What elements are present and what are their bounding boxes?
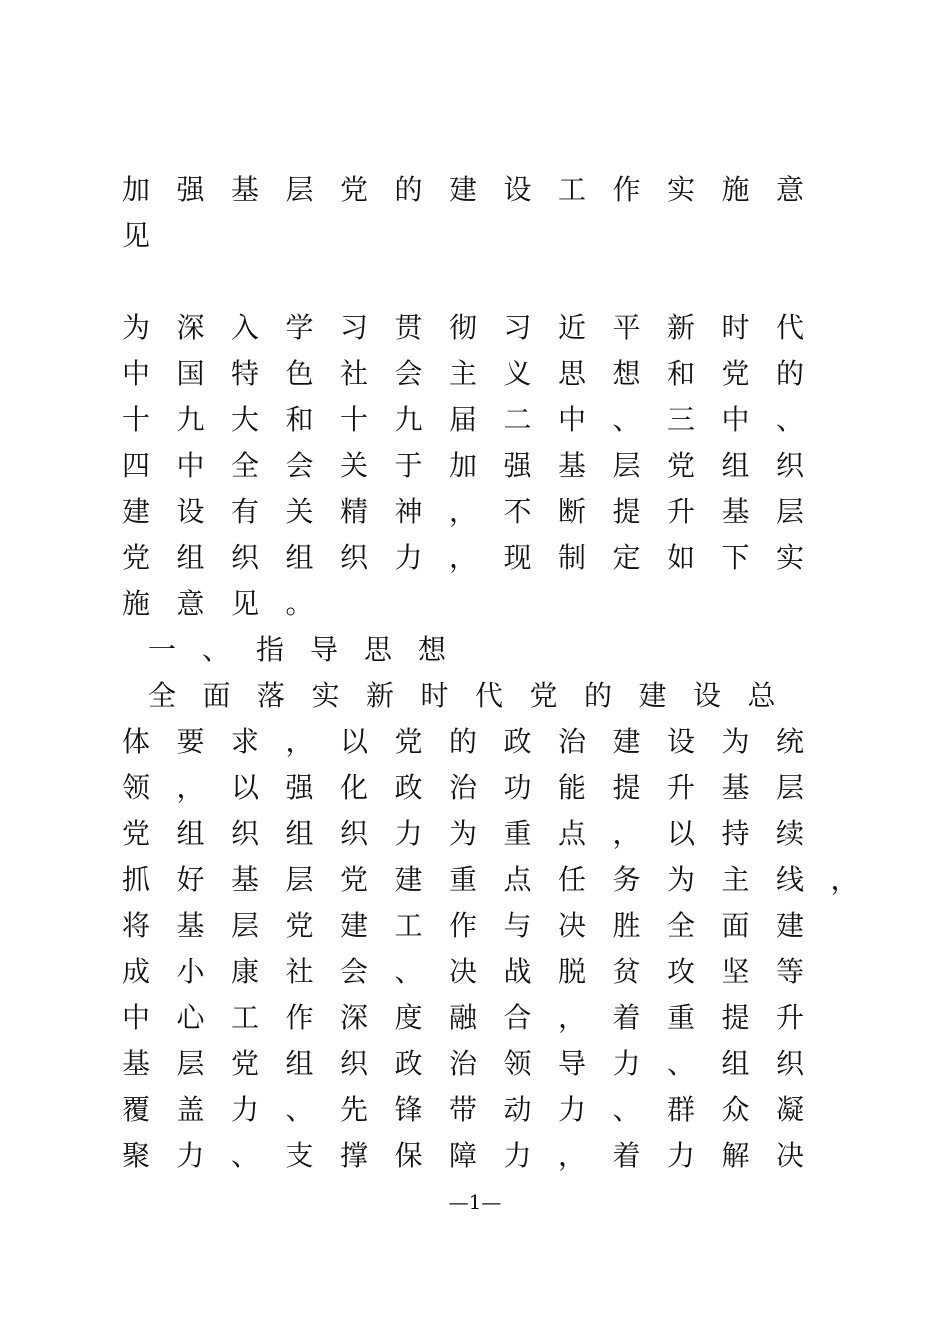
text-glyph: 统 [775, 725, 804, 758]
text-glyph: 将 [121, 909, 150, 942]
text-glyph: 中 [721, 403, 750, 436]
text-glyph: 、 [230, 1139, 259, 1172]
text-glyph: 度 [394, 1001, 423, 1034]
text-glyph: 障 [448, 1139, 477, 1172]
text-glyph: 深 [176, 311, 205, 344]
text-glyph: 织 [230, 817, 259, 850]
text-glyph: 总 [747, 679, 776, 712]
text-glyph: 、 [612, 403, 641, 436]
text-glyph: 会 [394, 357, 423, 390]
text-glyph: 体 [121, 725, 150, 758]
text-glyph: 中 [121, 357, 150, 390]
text-glyph: 、 [666, 1047, 695, 1080]
text-glyph: 设 [692, 679, 721, 712]
text-glyph: 的 [448, 725, 477, 758]
text-glyph: 治 [557, 725, 586, 758]
text-glyph: 织 [339, 1047, 368, 1080]
text-glyph: 提 [612, 495, 641, 528]
text-glyph: 组 [721, 1047, 750, 1080]
text-glyph: ， [448, 541, 477, 574]
text-glyph: 党 [394, 725, 423, 758]
text-glyph: 为 [448, 817, 477, 850]
text-glyph: 以 [339, 725, 368, 758]
text-glyph: ， [612, 817, 641, 850]
text-glyph: 锋 [394, 1093, 423, 1126]
text-glyph: 力 [612, 1047, 641, 1080]
text-glyph: 支 [285, 1139, 314, 1172]
text-glyph: 施 [121, 587, 150, 620]
text-glyph: 融 [448, 1001, 477, 1034]
text-glyph: 。 [285, 587, 314, 620]
text-glyph: 力 [503, 1139, 532, 1172]
text-glyph: 政 [394, 1047, 423, 1080]
text-glyph: 施 [721, 173, 750, 206]
text-glyph: 深 [339, 1001, 368, 1034]
text-glyph: 党 [721, 357, 750, 390]
text-glyph: 会 [339, 955, 368, 988]
text-glyph: 撑 [339, 1139, 368, 1172]
text-glyph: 全 [147, 679, 176, 712]
text-glyph: 心 [176, 1001, 205, 1034]
text-glyph: 基 [230, 863, 259, 896]
text-glyph: 升 [775, 1001, 804, 1034]
text-glyph: 群 [666, 1093, 695, 1126]
text-glyph: 决 [448, 955, 477, 988]
text-glyph: 不 [503, 495, 532, 528]
text-glyph: 与 [503, 909, 532, 942]
text-glyph: 精 [339, 495, 368, 528]
text-glyph: 提 [721, 1001, 750, 1034]
text-glyph: 近 [557, 311, 586, 344]
text-glyph: 主 [721, 863, 750, 896]
text-glyph: 层 [775, 771, 804, 804]
text-glyph: 意 [775, 173, 804, 206]
text-glyph: 面 [202, 679, 231, 712]
text-glyph: 力 [394, 817, 423, 850]
text-glyph: 、 [775, 403, 804, 436]
text-glyph: 设 [503, 173, 532, 206]
text-glyph: 大 [230, 403, 259, 436]
text-glyph: 十 [339, 403, 368, 436]
text-glyph: 工 [557, 173, 586, 206]
text-glyph: 以 [230, 771, 259, 804]
text-glyph: 党 [285, 909, 314, 942]
text-glyph: 二 [503, 403, 532, 436]
text-glyph: 关 [285, 495, 314, 528]
page-number: —1— [448, 1190, 502, 1214]
text-glyph: 建 [638, 679, 667, 712]
text-glyph: 盖 [176, 1093, 205, 1126]
text-glyph: 线 [775, 863, 804, 896]
text-glyph: 全 [230, 449, 259, 482]
text-glyph: 治 [448, 771, 477, 804]
text-glyph: ， [176, 771, 205, 804]
text-glyph: 层 [285, 863, 314, 896]
text-glyph: 凝 [775, 1093, 804, 1126]
text-glyph: 基 [176, 909, 205, 942]
text-glyph: 层 [230, 909, 259, 942]
text-glyph: 组 [176, 817, 205, 850]
text-glyph: 、 [394, 955, 423, 988]
text-glyph: 见 [230, 587, 259, 620]
text-glyph: 领 [121, 771, 150, 804]
text-glyph: 建 [121, 495, 150, 528]
text-glyph: 中 [176, 449, 205, 482]
text-glyph: 建 [775, 909, 804, 942]
text-glyph: 层 [176, 1047, 205, 1080]
text-glyph: 断 [557, 495, 586, 528]
text-glyph: 以 [666, 817, 695, 850]
text-glyph: 想 [612, 357, 641, 390]
text-glyph: 成 [121, 955, 150, 988]
text-glyph: 基 [557, 449, 586, 482]
text-glyph: ， [557, 1139, 586, 1172]
text-glyph: 实 [666, 173, 695, 206]
text-glyph: 、 [612, 1093, 641, 1126]
text-glyph: 升 [666, 771, 695, 804]
text-glyph: 组 [285, 541, 314, 574]
text-glyph: 指 [255, 633, 284, 666]
text-glyph: 中 [121, 1001, 150, 1034]
text-glyph: 作 [612, 173, 641, 206]
text-glyph: 为 [121, 311, 150, 344]
text-glyph: 建 [339, 909, 368, 942]
text-glyph: 作 [448, 909, 477, 942]
text-glyph: 加 [121, 173, 150, 206]
text-glyph: 强 [176, 173, 205, 206]
text-glyph: 点 [557, 817, 586, 850]
text-glyph: 的 [775, 357, 804, 390]
text-glyph: 小 [176, 955, 205, 988]
text-glyph: 重 [503, 817, 532, 850]
text-glyph: 建 [612, 725, 641, 758]
text-glyph: 决 [775, 1139, 804, 1172]
text-glyph: 重 [448, 863, 477, 896]
text-glyph: 关 [339, 449, 368, 482]
text-glyph: 要 [176, 725, 205, 758]
text-glyph: 力 [557, 1093, 586, 1126]
text-glyph: 党 [121, 817, 150, 850]
text-glyph: 好 [176, 863, 205, 896]
text-glyph: 九 [394, 403, 423, 436]
text-glyph: 党 [339, 863, 368, 896]
text-glyph: 强 [285, 771, 314, 804]
text-glyph: 组 [285, 1047, 314, 1080]
text-glyph: 层 [775, 495, 804, 528]
text-glyph: 治 [448, 1047, 477, 1080]
text-glyph: 持 [721, 817, 750, 850]
text-glyph: 党 [666, 449, 695, 482]
text-glyph: 动 [503, 1093, 532, 1126]
text-glyph: ， [448, 495, 477, 528]
text-glyph: 设 [666, 725, 695, 758]
text-glyph: 坚 [721, 955, 750, 988]
text-glyph: 思 [363, 633, 392, 666]
text-glyph: 社 [285, 955, 314, 988]
text-glyph: 领 [503, 1047, 532, 1080]
text-glyph: 设 [176, 495, 205, 528]
text-glyph: 重 [666, 1001, 695, 1034]
text-glyph: 导 [557, 1047, 586, 1080]
text-glyph: 习 [339, 311, 368, 344]
text-glyph: 国 [176, 357, 205, 390]
text-glyph: 会 [285, 449, 314, 482]
text-glyph: 全 [666, 909, 695, 942]
text-glyph: 战 [503, 955, 532, 988]
text-glyph: 实 [775, 541, 804, 574]
text-glyph: 决 [557, 909, 586, 942]
text-glyph: 党 [121, 541, 150, 574]
text-glyph: 带 [448, 1093, 477, 1126]
text-glyph: 建 [394, 863, 423, 896]
text-glyph: ， [830, 863, 859, 896]
text-glyph: 落 [256, 679, 285, 712]
text-glyph: 基 [721, 495, 750, 528]
text-glyph: 意 [176, 587, 205, 620]
text-glyph: 续 [775, 817, 804, 850]
text-glyph: 层 [612, 449, 641, 482]
text-glyph: 组 [721, 449, 750, 482]
text-glyph: 时 [420, 679, 449, 712]
text-glyph: 见 [121, 219, 150, 252]
text-glyph: 党 [529, 679, 558, 712]
text-glyph: 提 [612, 771, 641, 804]
text-glyph: 任 [557, 863, 586, 896]
text-glyph: 升 [666, 495, 695, 528]
text-glyph: 平 [612, 311, 641, 344]
text-glyph: 和 [666, 357, 695, 390]
text-glyph: 的 [583, 679, 612, 712]
text-glyph: 制 [557, 541, 586, 574]
text-glyph: 三 [666, 403, 695, 436]
text-glyph: 贫 [612, 955, 641, 988]
text-glyph: 务 [612, 863, 641, 896]
text-glyph: 聚 [121, 1139, 150, 1172]
text-glyph: 为 [666, 863, 695, 896]
text-glyph: 四 [121, 449, 150, 482]
text-glyph: 力 [176, 1139, 205, 1172]
text-glyph: 基 [121, 1047, 150, 1080]
text-glyph: 如 [666, 541, 695, 574]
text-glyph: 一 [147, 633, 176, 666]
text-glyph: 党 [339, 173, 368, 206]
text-glyph: 时 [721, 311, 750, 344]
text-glyph: 织 [339, 817, 368, 850]
text-glyph: 习 [503, 311, 532, 344]
text-glyph: 实 [311, 679, 340, 712]
text-glyph: 代 [775, 311, 804, 344]
text-glyph: 定 [612, 541, 641, 574]
text-glyph: 求 [230, 725, 259, 758]
text-glyph: 、 [201, 633, 230, 666]
text-glyph: 贯 [394, 311, 423, 344]
text-glyph: ， [557, 1001, 586, 1034]
text-glyph: 新 [365, 679, 394, 712]
text-glyph: 力 [666, 1139, 695, 1172]
text-glyph: 新 [666, 311, 695, 344]
text-glyph: 、 [285, 1093, 314, 1126]
text-glyph: 强 [503, 449, 532, 482]
text-glyph: 思 [557, 357, 586, 390]
text-glyph: 社 [339, 357, 368, 390]
text-glyph: 下 [721, 541, 750, 574]
text-glyph: 组 [176, 541, 205, 574]
text-glyph: 着 [612, 1139, 641, 1172]
text-glyph: 着 [612, 1001, 641, 1034]
text-glyph: 先 [339, 1093, 368, 1126]
text-glyph: 学 [285, 311, 314, 344]
text-glyph: 和 [285, 403, 314, 436]
text-glyph: 织 [775, 1047, 804, 1080]
text-glyph: 有 [230, 495, 259, 528]
text-glyph: 十 [121, 403, 150, 436]
text-glyph: 届 [448, 403, 477, 436]
text-glyph: 色 [285, 357, 314, 390]
text-glyph: 抓 [121, 863, 150, 896]
text-glyph: 政 [503, 725, 532, 758]
text-glyph: 化 [339, 771, 368, 804]
text-glyph: 覆 [121, 1093, 150, 1126]
text-glyph: 康 [230, 955, 259, 988]
text-glyph: 面 [721, 909, 750, 942]
text-glyph: 功 [503, 771, 532, 804]
text-glyph: 的 [394, 173, 423, 206]
text-glyph: 党 [230, 1047, 259, 1080]
text-glyph: 保 [394, 1139, 423, 1172]
text-glyph: 织 [775, 449, 804, 482]
text-glyph: 脱 [557, 955, 586, 988]
text-glyph: 基 [721, 771, 750, 804]
text-glyph: 特 [230, 357, 259, 390]
text-glyph: 攻 [666, 955, 695, 988]
text-glyph: 织 [230, 541, 259, 574]
text-glyph: 现 [503, 541, 532, 574]
text-glyph: ， [285, 725, 314, 758]
text-glyph: 入 [230, 311, 259, 344]
text-glyph: 解 [721, 1139, 750, 1172]
text-glyph: 建 [448, 173, 477, 206]
text-glyph: 义 [503, 357, 532, 390]
text-glyph: 组 [285, 817, 314, 850]
text-glyph: 为 [721, 725, 750, 758]
text-glyph: 作 [285, 1001, 314, 1034]
text-glyph: 能 [557, 771, 586, 804]
text-glyph: 力 [230, 1093, 259, 1126]
text-glyph: 于 [394, 449, 423, 482]
text-glyph: 基 [230, 173, 259, 206]
text-glyph: 织 [339, 541, 368, 574]
text-glyph: 政 [394, 771, 423, 804]
text-glyph: 想 [417, 633, 446, 666]
text-glyph: 等 [775, 955, 804, 988]
text-glyph: 胜 [612, 909, 641, 942]
text-glyph: 代 [474, 679, 503, 712]
text-glyph: 中 [557, 403, 586, 436]
text-glyph: 点 [503, 863, 532, 896]
text-glyph: 主 [448, 357, 477, 390]
text-glyph: 工 [394, 909, 423, 942]
text-glyph: 众 [721, 1093, 750, 1126]
text-glyph: 九 [176, 403, 205, 436]
text-glyph: 加 [448, 449, 477, 482]
text-glyph: 力 [394, 541, 423, 574]
text-glyph: 合 [503, 1001, 532, 1034]
text-glyph: 层 [285, 173, 314, 206]
text-glyph: 导 [309, 633, 338, 666]
text-glyph: 彻 [448, 311, 477, 344]
text-glyph: 工 [230, 1001, 259, 1034]
text-glyph: 神 [394, 495, 423, 528]
